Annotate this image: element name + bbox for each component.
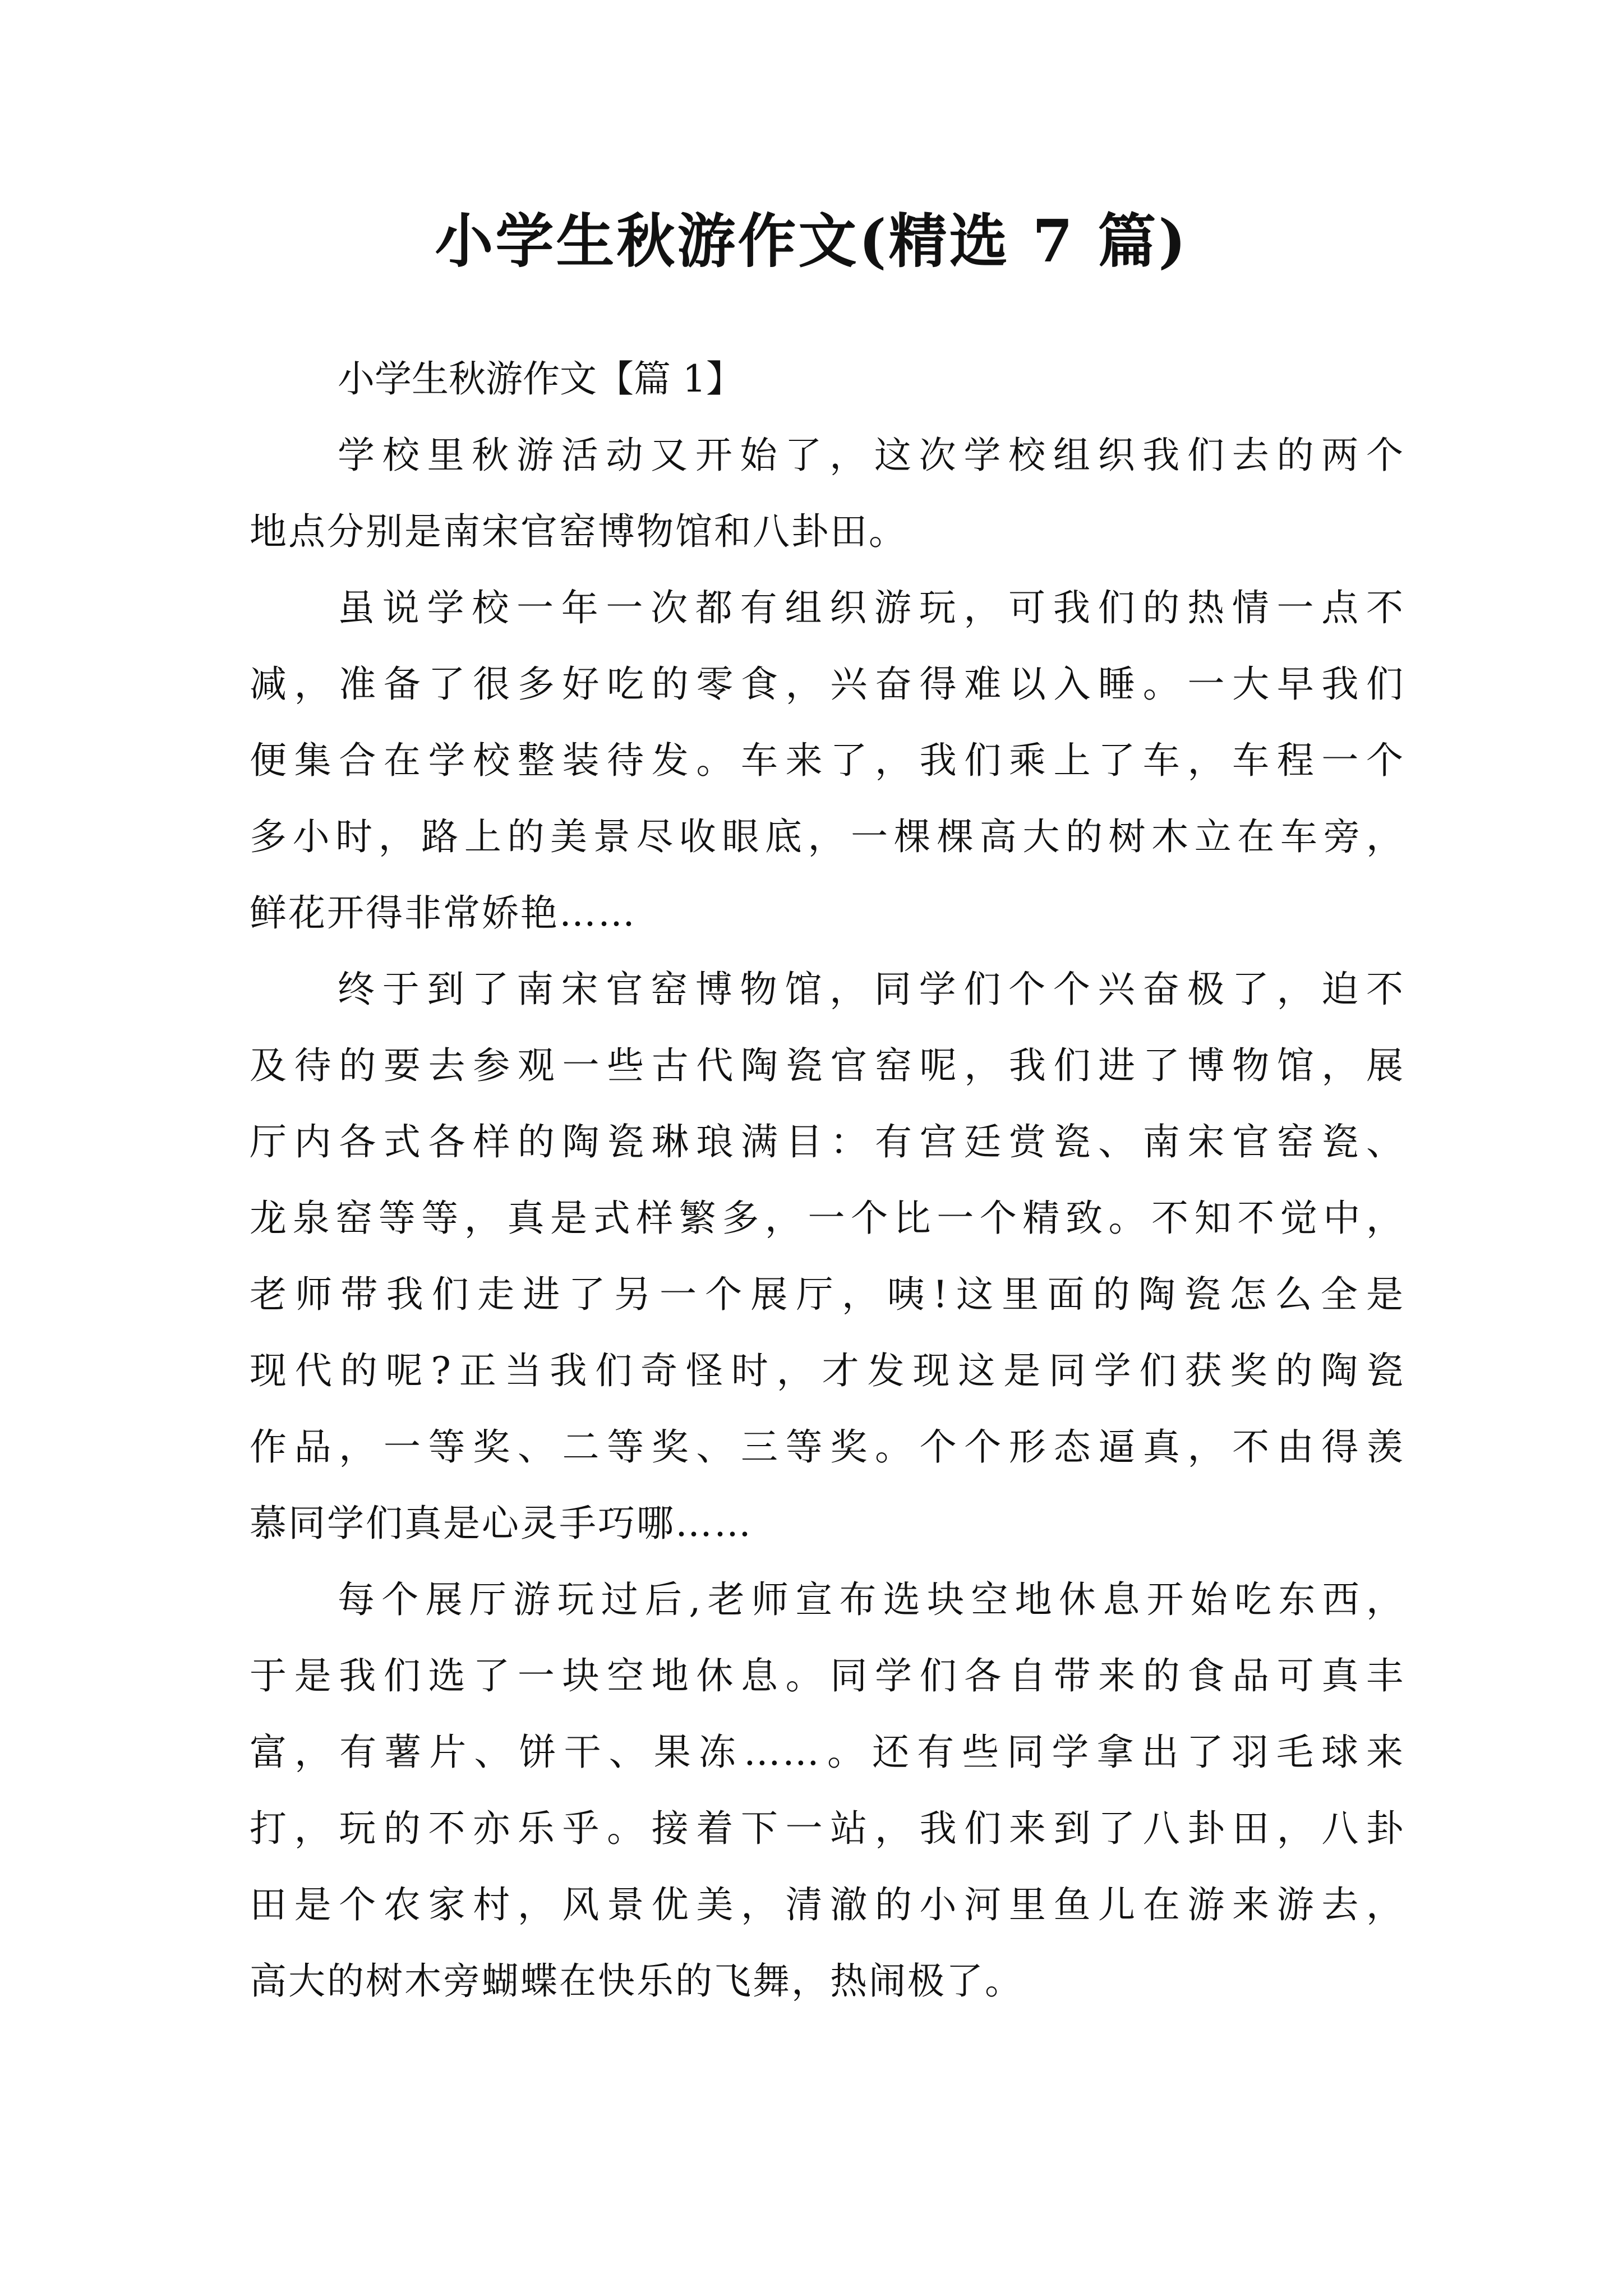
paragraph-line: 慕同学们真是心灵手巧哪……: [250, 1502, 753, 1545]
paragraph-line: 现代的呢?正当我们奇怪时，才发现这是同学们获奖的陶瓷: [250, 1349, 1405, 1392]
paragraph-line: 减，准备了很多好吃的零食，兴奋得难以入睡。一大早我们: [250, 662, 1405, 706]
paragraph-line: 田是个农家村，风景优美，清澈的小河里鱼儿在游来游去，: [250, 1883, 1405, 1926]
paragraph-1: [250, 417, 1405, 570]
paragraph-line: 作品，一等奖、二等奖、三等奖。个个形态逼真，不由得羡: [250, 1425, 1405, 1469]
paragraph-line: 每个展厅游玩过后,老师宣布选块空地休息开始吃东西，: [338, 1578, 1405, 1621]
paragraph-line: 高大的树木旁蝴蝶在快乐的飞舞，热闹极了。: [250, 1959, 1023, 2003]
paragraph-line: 打，玩的不亦乐乎。接着下一站，我们来到了八卦田，八卦: [250, 1807, 1405, 1850]
document-title: 小学生秋游作文(精选 7 篇): [435, 206, 1188, 275]
paragraph-line: 老师带我们走进了另一个展厅，咦!这里面的陶瓷怎么全是: [250, 1273, 1405, 1316]
paragraph-3: [250, 951, 1405, 1562]
paragraph-line: 及待的要去参观一些古代陶瓷官窑呢，我们进了博物馆，展: [250, 1044, 1405, 1087]
paragraph-line: 虽说学校一年一次都有组织游玩，可我们的热情一点不: [338, 586, 1405, 629]
paragraph-2: [250, 570, 1405, 951]
paragraph-line: 富，有薯片、饼干、果冻……。还有些同学拿出了羽毛球来: [250, 1731, 1405, 1774]
paragraph-line: 便集合在学校整装待发。车来了，我们乘上了车，车程一个: [250, 739, 1405, 782]
paragraph-line: 终于到了南宋官窑博物馆，同学们个个兴奋极了，迫不: [338, 968, 1405, 1011]
paragraph-line: 学校里秋游活动又开始了，这次学校组织我们去的两个: [338, 434, 1405, 477]
paragraph-line: 多小时，路上的美景尽收眼底，一棵棵高大的树木立在车旁，: [250, 815, 1405, 858]
section-heading: 小学生秋游作文【篇 1】: [338, 357, 743, 401]
document-body: [250, 341, 1405, 2019]
paragraph-line: 厅内各式各样的陶瓷琳琅满目：有宫廷赏瓷、南宋官窑瓷、: [250, 1120, 1405, 1163]
paragraph-line: 鲜花开得非常娇艳……: [250, 891, 637, 935]
paragraph-line: 地点分别是南宋官窑博物馆和八卦田。: [250, 510, 907, 553]
paragraph-line: 龙泉窑等等，真是式样繁多，一个比一个精致。不知不觉中，: [250, 1197, 1405, 1240]
paragraph-4: [250, 1562, 1405, 2019]
paragraph-line: 于是我们选了一块空地休息。同学们各自带来的食品可真丰: [250, 1654, 1405, 1697]
